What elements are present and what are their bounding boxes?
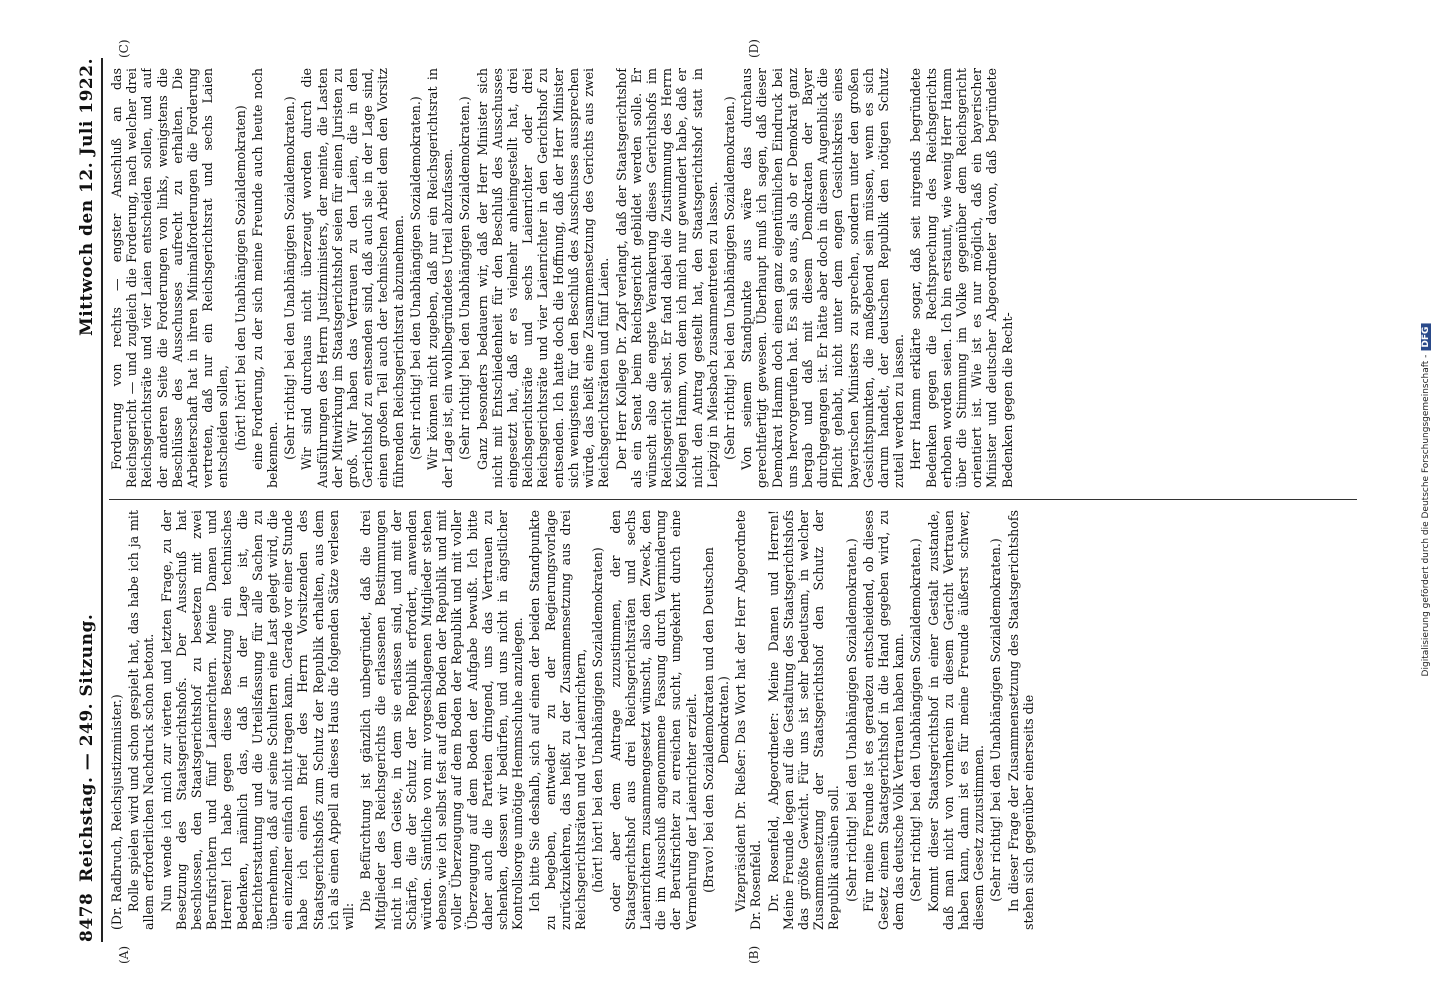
column-divider — [109, 499, 1357, 500]
paragraph: (Sehr richtig! bei den Unabhängigen Sozialdemokraten.) — [282, 96, 298, 460]
paragraph: (Sehr richtig! bei den Unabhängigen Sozialdemokraten.) — [988, 538, 1004, 902]
page-header — [71, 58, 103, 942]
funding-note-text: Digitalisierung gefördert durch die Deutsche Forschungsgemeinschaft - — [1421, 354, 1431, 677]
paragraph: (Bravo! bei den Sozialdemokraten und den Deutschen Demokraten.) — [700, 547, 731, 893]
margin-mark-a: (A) — [117, 945, 131, 964]
paragraph: Von seinem Standpunkte aus wäre das durchaus gerechtfertigt gewesen. Überhaupt muß ich sagen, daß dieser Demokrat Hamm doch einen ganz eigentümlichen Eindruck bei uns hervorgerufen hat. Es sah so aus, als ob er Demokrat ganz bergab und daß mit diesem Demokraten der Bayer durchgegangen ist. Er hätte aber doch in diesem Augenblick die Pflicht gehabt, nicht unter dem engen Gesichtskreis eines bayerischen Ministers zu sprechen, sondern unter den großen Gesichtspunkten, die maßgebend sein müssen, wenn es sich darum handelt, der deutschen Republik den nötigen Schutz zuteil werden zu lassen. — [739, 68, 907, 488]
margin-mark-b: (B) — [747, 945, 761, 964]
paragraph: (Sehr richtig! bei den Unabhängigen Sozialdemokraten.) — [908, 538, 924, 902]
paragraph: Rolle spielen wird und schon gespielt hat, das habe ich ja mit allem erforderlichen Nachdruck schon betont. — [126, 510, 157, 930]
paragraph: Forderung von rechts — engster Anschluß an das Reichsgericht — und zugleich die Forderung, nach welcher drei Reichsgerichtsräte und vier Laien entscheiden sollen, und auf der anderen Seite die Forderungen von links, wenigstens die Beschlüsse des Ausschusses aufrecht zu erhalten. Die Arbeiterschaft hat in ihren Minimalforderungen die Forderung vertreten, daß nur ein Reichsgerichtsrat und sechs Laien entscheiden sollen, — [109, 68, 231, 488]
paragraph: Ganz besonders bedauern wir, daß der Herr Minister sich nicht mit Entschiedenheit für den Beschluß des Ausschusses eingesetzt hat, daß er es vielmehr anheimgestellt hat, drei Reichsgerichtsräte und sechs Laienrichter oder drei Reichsgerichtsräte und vier Laienrichter in den Gerichtshof zu entsenden. Ich hatte doch die Hoffnung, daß der Herr Minister sich wenigstens für den Beschluß des Ausschusses aussprechen würde, das heißt eine Zusammensetzung des Gerichts aus zwei Reichsgerichtsräten und fünf Laien. — [474, 68, 612, 488]
paragraph: (Sehr richtig! bei den Unabhängigen Sozialdemokraten.) — [457, 96, 473, 460]
header-right-title: Mittwoch den 12. Juli 1922. — [77, 58, 97, 337]
paragraph: Herr Hamm erklärte sogar, daß seit nirgends begründete Bedenken gegen die Rechtsprechung des Reichsgerichts erhoben worden seien. Ich bin erstaunt, wie wenig Herr Hamm über die Stimmung im Volke gegenüber dem Reichsgericht orientiert ist. Wie ist es nur möglich, daß ein bayerischer Minister und deutscher Abgeordneter davon, daß begründete Bedenken gegen die Recht- — [908, 68, 1015, 488]
margin-mark-c: (C) — [117, 39, 131, 58]
paragraph: (Sehr richtig! bei den Unabhängigen Sozialdemokraten.) — [843, 538, 859, 902]
paragraph: Wir können nicht zugeben, daß nur ein Reichsgerichtsrat in der Lage ist, ein wohlbegründetes Urteil abzufassen. — [425, 68, 456, 488]
header-left-title: Reichstag. — 249. Sitzung. — [77, 613, 97, 882]
paragraph: Für meine Freunde ist es geradezu entscheidend, ob dieses Gesetz einem Staatsgerichtshof in die Hand gegeben wird, zu dem das deutsche Volk Vertrauen haben kann. — [860, 510, 907, 930]
paragraph: eine Forderung, zu der sich meine Freunde auch heute noch bekennen. — [249, 68, 281, 488]
page-number: 8478 — [77, 892, 97, 942]
paragraph: Vizepräsident Dr. Rießer: Das Wort hat der Herr Abgeordnete Dr. Rosenfeld. — [733, 510, 764, 930]
paragraph: Wir sind durchaus nicht überzeugt worden durch die Ausführungen des Herrn Justizministers, der meinte, die Lasten der Mitwirkung im Staatsgerichtshof seien für einen Juristen zu groß. Wir haben das Vertrauen zu den Laien, die in den Gerichtshof zu entsenden sind, daß auch sie in der Lage sind, einen großen Teil auch der technischen Arbeit dem den Vorsitz führenden Reichsgerichtsrat abzunehmen. — [299, 68, 406, 488]
paragraph: oder aber dem Antrage zuzustimmen, der den Staatsgerichtshof aus drei Reichsgerichtsräten und sechs Laienrichtern zusammengesetzt wünscht, also den Zweck, den die im Ausschuß angenommene Fassung durch Verminderung der Berufsrichter zu erreichen sucht, umgekehrt durch eine Vermehrung der Laienrichter erzielt. — [607, 510, 699, 930]
paragraph: Ich bitte Sie deshalb, sich auf einen der beiden Standpunkte zu begeben, entweder zu der Regierungsvorlage zurückzukehren, das heißt zu der Zusammensetzung aus drei Reichsgerichtsräten und vier Laienrichtern, — [527, 510, 589, 930]
paragraph: In dieser Frage der Zusammensetzung des Staatsgerichtshofs stehen sich gegenüber einerseits die — [1005, 510, 1036, 930]
paragraph: (hört! hört! bei den Unabhängigen Sozialdemokraten) — [232, 105, 248, 451]
paragraph: (Sehr richtig! bei den Unabhängigen Sozialdemokraten.) — [407, 96, 423, 460]
paragraph: Die Befürchtung ist gänzlich unbegründet, daß die drei Mitglieder des Reichsgerichts die erlassenen Bestimmungen nicht in dem Geiste, in dem sie erlassen sind, und mit der Schärfe, die der Schutz der Republik erfordert, anwenden würden. Sämtliche von mir vorgeschlagenen Mitglieder stehen ebenso wie ich selbst fest auf dem Boden der Republik und mit voller Überzeugung auf dem Boden der Republik und mit voller Überzeugung auf dem Boden der Aufgabe bewußt. Ich bitte daher auch die Parteien dringend, uns das Vertrauen zu schenken, dessen wir bedürfen, und uns nicht in ängstlicher Kontrollsorge unnötige Hemmschuhe anzulegen. — [358, 510, 526, 930]
funding-note — [1420, 10, 1432, 990]
paragraph: Der Herr Kollege Dr. Zapf verlangt, daß der Staatsgerichtshof als ein Senat beim Reichsgericht gebildet werden solle. Er wünscht also die engste Verankerung dieses Gerichtshofs im Reichsgericht selbst. Er fand dabei die Zustimmung des Herrn Kollegen Hamm, von dem ich mich nur gewundert habe, daß er nicht den Antrag gestellt hat, den Staatsgerichtshof statt in Leipzig in Miesbach zusammentreten zu lassen. — [613, 68, 720, 488]
scanned-page — [57, 30, 1377, 970]
paragraph: (hört! hört! bei den Unabhängigen Sozialdemokraten) — [590, 547, 606, 893]
paragraph: Dr. Rosenfeld, Abgeordneter: Meine Damen und Herren! Meine Freunde legen auf die Gestaltung des Staatsgerichtshofs das größte Gewicht. Für uns ist sehr bedeutsam, in welcher Zusammensetzung der Staatsgerichtshof den Schutz der Republik ausüben soll. — [765, 510, 842, 930]
dfg-badge: DFG — [1421, 324, 1431, 351]
paragraph: Nun wende ich mich zur vierten und letzten Frage, zu der Besetzung des Staatsgerichtshofs. Der Ausschuß hat beschlossen, den Staatsgerichtshof zu besetzen mit zwei Berufsrichtern und fünf Laienrichtern. Meine Damen und Herren! Ich habe gegen diese Besetzung ein technisches Bedenken, nämlich das, daß in der Lage ist, die Berichterstattung und die Urteilsfassung für alle Sachen zu übernehmen, daß auf seine Schultern eine Last gelegt wird, die ein einzelner einfach nicht tragen kann. Gerade vor einer Stunde habe ich einen Brief des Herrn Vorsitzenden des Staatsgerichtshofs zum Schutz der Republik erhalten, aus dem ich als einen Appell an dieses Haus die folgenden Sätze verlesen will: — [158, 510, 357, 930]
margin-mark-d: (D) — [747, 39, 761, 58]
paragraph: Kommt dieser Staatsgerichtshof in einer Gestalt zustande, daß man nicht von vornherein zu diesem Gericht Vertrauen haben kann, dann ist es für meine Freunde äußerst schwer, diesem Gesetz zuzustimmen. — [925, 510, 987, 930]
left-text-column — [109, 510, 1357, 930]
right-text-column — [109, 68, 1357, 488]
paragraph: (Dr. Radbruch, Reichsjustizminister.) — [109, 694, 124, 930]
paragraph: (Sehr richtig! bei den Unabhängigen Sozialdemokraten.) — [721, 96, 737, 460]
